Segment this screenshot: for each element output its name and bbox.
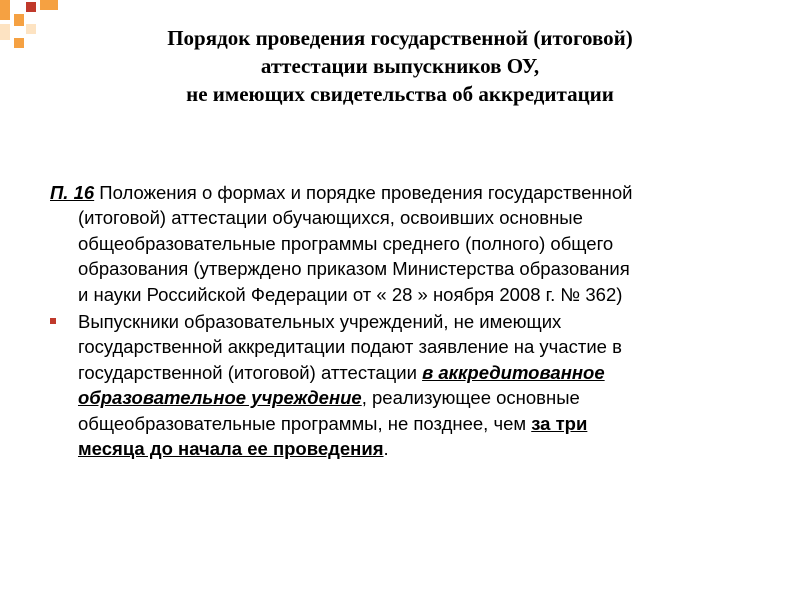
bullet-line: государственной аккредитации подают заявление на участие в xyxy=(78,336,622,358)
emphasis-text: образовательное учреждение xyxy=(78,387,362,409)
bullet-line xyxy=(78,360,750,385)
title-line: аттестации выпускников ОУ, xyxy=(260,54,540,78)
bullet-item xyxy=(50,309,750,461)
emphasis-text: в аккредитованное xyxy=(422,361,605,383)
corner-square xyxy=(0,0,10,20)
corner-squares-decoration xyxy=(0,0,64,64)
corner-square xyxy=(0,24,10,40)
emphasis-text: за три xyxy=(531,412,588,434)
paragraph-line xyxy=(50,180,750,205)
bullet-text: государственной (итоговой) аттестации xyxy=(78,361,423,383)
bullet-text: . xyxy=(383,438,389,460)
slide-body xyxy=(50,180,750,461)
bullet-text: общеобразовательные программы, не позднее, чем xyxy=(78,412,532,434)
bullet-line xyxy=(78,411,750,436)
corner-square xyxy=(26,2,36,12)
emphasis-text: месяца до начала ее проведения xyxy=(78,438,384,460)
bullet-line xyxy=(78,385,750,410)
paragraph-regulation xyxy=(50,180,750,307)
paragraph-line: (итоговой) аттестации обучающихся, освоивших основные xyxy=(78,207,583,229)
paragraph-reference: П. 16 xyxy=(50,182,95,203)
bullet-line xyxy=(78,436,750,461)
title-line: не имеющих свидетельства об аккредитации xyxy=(186,82,614,106)
paragraph-line: образования (утверждено приказом Министерства образования xyxy=(78,258,630,280)
paragraph-line: и науки Российской Федерации от « 28 » ноября 2008 г. № 362) xyxy=(78,283,623,305)
paragraph-text: Положения о формах и порядке проведения государственной xyxy=(94,182,633,203)
corner-square xyxy=(40,0,58,10)
corner-square xyxy=(26,24,36,34)
corner-square xyxy=(14,38,24,48)
corner-square xyxy=(14,14,24,26)
bullet-text: , реализующее основные xyxy=(361,387,580,409)
bullet-line: Выпускники образовательных учреждений, не имеющих xyxy=(78,311,562,333)
square-bullet-icon xyxy=(50,318,56,324)
slide-title xyxy=(80,24,720,108)
paragraph-line: общеобразовательные программы среднего (полного) общего xyxy=(78,232,614,254)
title-line: Порядок проведения государственной (итоговой) xyxy=(167,26,633,50)
